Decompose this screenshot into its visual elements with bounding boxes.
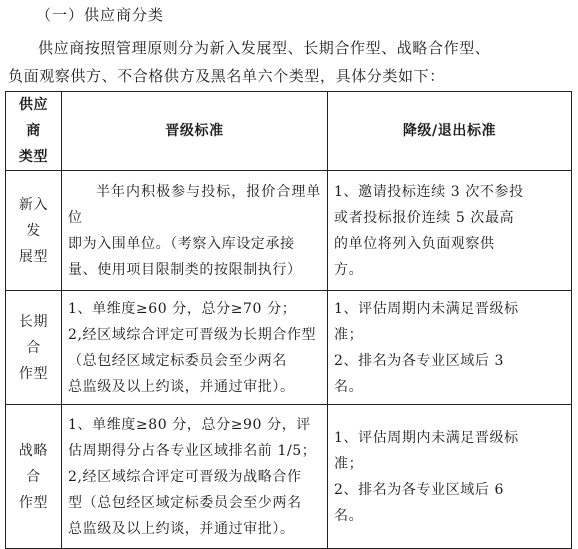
- supplier-classification-table: [5, 91, 572, 549]
- downgrade-criteria-cell: 1、邀请投标连续 3 次不参投 或者投标报价连续 5 次最高 的单位将列入负面观察供 方。: [328, 171, 572, 291]
- downgrade-criteria-cell: 1、评估周期内未满足晋级标 准； 2、排名为各专业区域后 3 名。: [328, 291, 572, 405]
- supplier-type-cell: 战略合 作型: [6, 405, 62, 549]
- table-row: [6, 405, 572, 549]
- intro-line-2: 负面观察供方、不合格供方及黑名单六个类型，具体分类如下：: [8, 67, 445, 85]
- intro-paragraph: [8, 34, 570, 90]
- upgrade-criteria-cell: 半年内积极参与投标，报价合理单位 即为入围单位。（考察入库设定承接 量、使用项目限制类的按限制执行）: [62, 171, 328, 291]
- header-downgrade-criteria: 降级/退出标准: [328, 92, 572, 171]
- table-header-row: [6, 92, 572, 171]
- header-upgrade-criteria: 晋级标准: [62, 92, 328, 171]
- table-row: [6, 291, 572, 405]
- header-supplier-type: 供应商 类型: [6, 92, 62, 171]
- supplier-type-cell: 新入发 展型: [6, 171, 62, 291]
- table-row: [6, 171, 572, 291]
- supplier-type-cell: 长期合 作型: [6, 291, 62, 405]
- upgrade-criteria-cell: 1、单维度≥60 分，总分≥70 分； 2,经区域综合评定可晋级为长期合作型 （总包经区域定标委员会至少两名 总监级及以上约谈，并通过审批）。: [62, 291, 328, 405]
- intro-line-1: 供应商按照管理原则分为新入发展型、长期合作型、战略合作型、: [38, 39, 491, 57]
- downgrade-criteria-cell: 1、评估周期内未满足晋级标 准； 2、排名为各专业区域后 6 名。: [328, 405, 572, 549]
- upgrade-criteria-cell: 1、单维度≥80 分，总分≥90 分，评 估周期得分占各专业区域排名前 1/5； 2,经区域综合评定可晋级为战略合作 型（总包经区域定标委员会至少两名 总监级及以上约谈，并通过审批）。: [62, 405, 328, 549]
- section-heading: （一）供应商分类: [36, 6, 165, 24]
